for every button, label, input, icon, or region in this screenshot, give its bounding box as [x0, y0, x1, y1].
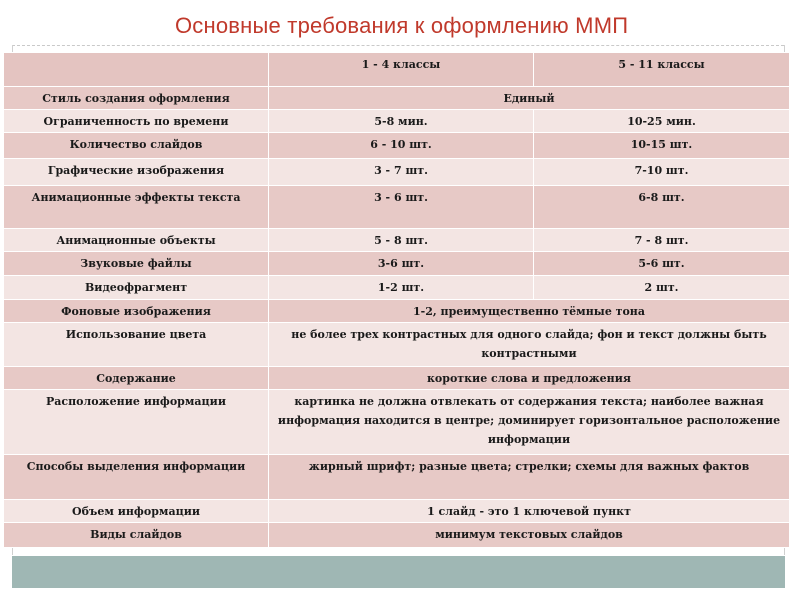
table-row [4, 133, 790, 159]
row-label: Виды слайдов [4, 523, 269, 548]
row-label: Анимационные эффекты текста [4, 186, 269, 229]
row-value-merged: 1-2, преимущественно тёмные тона [269, 300, 790, 323]
row-value-grades-1-4: 3 - 7 шт. [269, 159, 534, 186]
table-row [4, 390, 790, 455]
row-value-grades-1-4: 5-8 мин. [269, 110, 534, 133]
row-value-merged: жирный шрифт; разные цвета; стрелки; схемы для важных фактов [269, 455, 790, 500]
row-value-grades-1-4: 3-6 шт. [269, 252, 534, 276]
table-row [4, 87, 790, 110]
row-value-grades-5-11: 2 шт. [534, 276, 790, 300]
table-row [4, 229, 790, 252]
row-label: Графические изображения [4, 159, 269, 186]
row-label: Видеофрагмент [4, 276, 269, 300]
row-value-merged: Единый [269, 87, 790, 110]
row-value-merged: 1 слайд - это 1 ключевой пункт [269, 500, 790, 523]
row-label: Расположение информации [4, 390, 269, 455]
table-row [4, 523, 790, 548]
row-value-grades-5-11: 10-25 мин. [534, 110, 790, 133]
row-value-grades-1-4: 5 - 8 шт. [269, 229, 534, 252]
table-row [4, 276, 790, 300]
slide-title: Основные требования к оформлению ММП [175, 13, 629, 38]
header-cell-empty [4, 53, 269, 87]
row-value-grades-1-4: 6 - 10 шт. [269, 133, 534, 159]
table-row [4, 500, 790, 523]
row-value-grades-5-11: 7 - 8 шт. [534, 229, 790, 252]
row-label: Объем информации [4, 500, 269, 523]
frame-top-border [12, 45, 784, 52]
row-value-merged: картинка не должна отвлекать от содержания текста; наиболее важная информация находится в центре; доминирует горизонтальное расположение информации [269, 390, 790, 455]
row-label: Стиль создания оформления [4, 87, 269, 110]
row-label: Количество слайдов [4, 133, 269, 159]
row-value-grades-5-11: 10-15 шт. [534, 133, 790, 159]
requirements-table [3, 52, 790, 548]
header-cell-grades-5-11: 5 - 11 классы [534, 53, 790, 87]
table-row [4, 186, 790, 229]
row-label: Способы выделения информации [4, 455, 269, 500]
row-label: Анимационные объекты [4, 229, 269, 252]
table-row [4, 252, 790, 276]
table-header-row [4, 53, 790, 87]
row-label: Использование цвета [4, 323, 269, 367]
table-row [4, 367, 790, 390]
row-label: Ограниченность по времени [4, 110, 269, 133]
row-label: Фоновые изображения [4, 300, 269, 323]
table-row [4, 455, 790, 500]
bottom-decorative-band [12, 556, 785, 588]
row-label: Содержание [4, 367, 269, 390]
row-value-grades-5-11: 6-8 шт. [534, 186, 790, 229]
row-value-grades-1-4: 1-2 шт. [269, 276, 534, 300]
row-label: Звуковые файлы [4, 252, 269, 276]
row-value-grades-5-11: 5-6 шт. [534, 252, 790, 276]
table-row [4, 159, 790, 186]
row-value-grades-1-4: 3 - 6 шт. [269, 186, 534, 229]
row-value-merged: короткие слова и предложения [269, 367, 790, 390]
table-row [4, 300, 790, 323]
row-value-grades-5-11: 7-10 шт. [534, 159, 790, 186]
table-row [4, 110, 790, 133]
table-row [4, 323, 790, 367]
header-cell-grades-1-4: 1 - 4 классы [269, 53, 534, 87]
row-value-merged: минимум текстовых слайдов [269, 523, 790, 548]
row-value-merged: не более трех контрастных для одного слайда; фон и текст должны быть контрастными [269, 323, 790, 367]
